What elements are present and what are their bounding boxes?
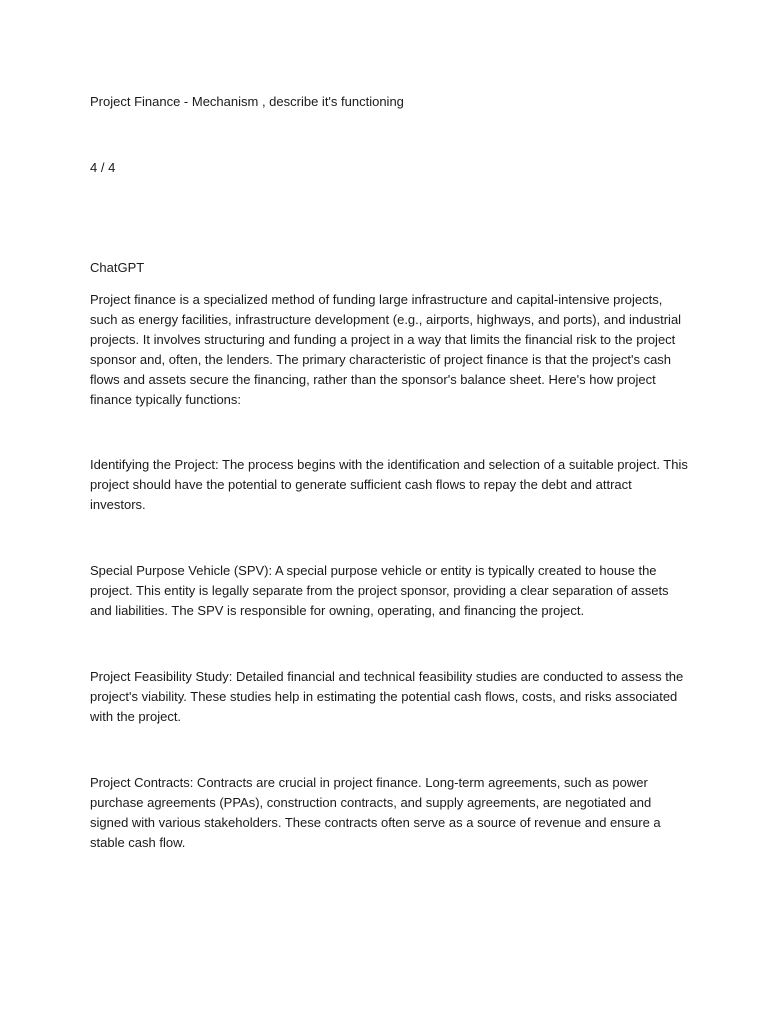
paragraph-identifying-project: Identifying the Project: The process begins with the identification and selection of a suitable project. This project should have the potential to generate sufficient cash flows to repay the debt and attract investors.: [90, 457, 688, 512]
response-counter: 4 / 4: [90, 160, 116, 175]
user-question: Project Finance - Mechanism , describe it's functioning: [90, 94, 404, 109]
paragraph-feasibility-study: Project Feasibility Study: Detailed financial and technical feasibility studies are conducted to assess the project's viability. These studies help in estimating the potential cash flows, costs, and risks associated with the project.: [90, 669, 684, 724]
paragraph-spv: Special Purpose Vehicle (SPV): A special purpose vehicle or entity is typically created to house the project. This entity is legally separate from the project sponsor, providing a clear separation of assets and liabilities. The SPV is responsible for owning, operating, and financing the project.: [90, 563, 669, 618]
speaker-label: ChatGPT: [90, 260, 145, 275]
intro-paragraph: Project finance is a specialized method of funding large infrastructure and capital-intensive projects, such as energy facilities, infrastructure development (e.g., airports, highways, and ports), and industrial projects. It involves structuring and funding a project in a way that limits the financial risk to the project sponsor and, often, the lenders. The primary characteristic of project finance is that the project's cash flows and assets secure the financing, rather than the sponsor's balance sheet. Here's how project finance typically functions:: [90, 292, 682, 407]
paragraph-project-contracts: Project Contracts: Contracts are crucial in project finance. Long-term agreements, such as power purchase agreements (PPAs), construction contracts, and supply agreements, are negotiated and signed with various stakeholders. These contracts often serve as a source of revenue and ensure a stable cash flow.: [90, 775, 661, 850]
